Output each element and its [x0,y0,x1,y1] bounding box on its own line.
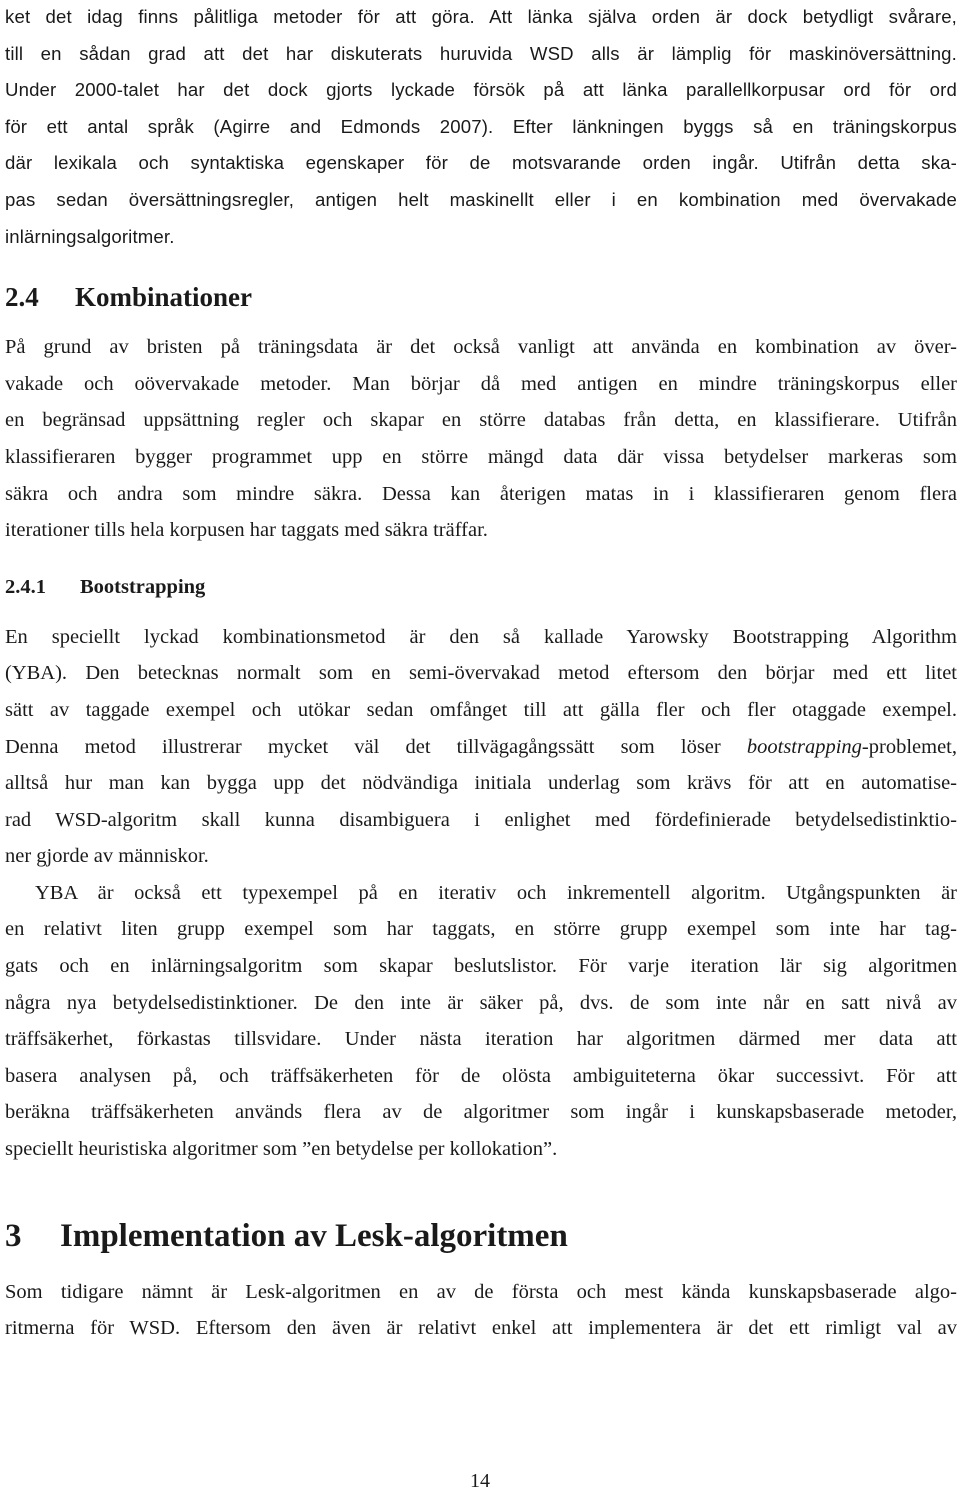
text-line: alltså hur man kan bygga upp det nödvändiga initiala underlag som krävs för att en automatise- [5,772,957,795]
text-line: vakade och oövervakade metoder. Man börjar då med antigen en mindre träningskorpus eller [5,372,957,395]
section-number: 2.4 [5,282,39,313]
text-line: basera analysen på, och träffsäkerheten för de olösta ambiguiteterna ökar successivt. För att [5,1064,957,1087]
text-line: iterationer tills hela korpusen har taggats med säkra träffar. [5,519,488,542]
text-line: En speciellt lyckad kombinationsmetod är den så kallade Yarowsky Bootstrapping Algorithm [5,625,957,648]
text-line: inlärningsalgoritmer. [5,225,175,247]
text-line: sätt av taggade exempel och utökar sedan omfånget till att gälla fler och fler otaggade exempel. [5,698,957,721]
text-line: ritmerna för WSD. Eftersom den även är relativt enkel att implementera är det ett rimligt val av [5,1317,957,1340]
italic-term: bootstrapping [746,735,862,758]
text-fragment: Denna metod illustrerar mycket väl det tillvägagångssätt som löser [5,735,747,758]
page-number: 14 [470,1470,490,1492]
text-line: till en sådan grad att det har diskuterats huruvida WSD alls är lämplig för maskinöversättning. [5,42,957,64]
intro-paragraph [5,0,957,255]
chapter-title: Implementation av Lesk-algoritmen [60,1217,568,1254]
section-heading-2-4 [5,279,957,315]
text-line: gats och en inlärningsalgoritm som skapar beslutslistor. För varje iteration lär sig algoritmen [5,955,957,978]
text-fragment: -problemet, [861,735,957,758]
text-line: Som tidigare nämnt är Lesk-algoritmen en av de första och mest kända kunskapsbaserade algo- [5,1280,957,1303]
text-line: På grund av bristen på träningsdata är det också vanligt att använda en kombination av över- [5,336,957,359]
text-line: träffsäkerhet, förkastas tillsvidare. Under nästa iteration har algoritmen därmed mer data att [5,1028,957,1051]
bootstrapping-paragraph-2 [5,875,957,1168]
subsection-number: 2.4.1 [5,575,46,598]
text-line: pas sedan översättningsregler, antigen helt maskinellt eller i en kombination med övervakade [5,188,957,210]
text-line: ner gjorde av människor. [5,845,209,868]
text-line: beräkna träffsäkerheten används flera av de algoritmer som ingår i kunskapsbaserade metoder, [5,1101,957,1124]
subsection-heading-2-4-1 [5,569,957,605]
text-line: (YBA). Den betecknas normalt som en semi-övervakad metod eftersom den börjar med ett litet [5,662,957,685]
chapter-number: 3 [5,1217,22,1254]
text-line: där lexikala och syntaktiska egenskaper för de motsvarande orden ingår. Utifrån detta ska- [5,152,957,174]
chapter-heading-3 [5,1216,957,1256]
section-2-4-paragraph [5,329,957,549]
text-line: ket det idag finns pålitliga metoder för att göra. Att länka själva orden är dock betydligt svårare, [5,6,957,27]
section-3-paragraph [5,1274,957,1347]
document-page [5,0,957,1347]
text-line: YBA är också ett typexempel på en iterativ och inkrementell algoritm. Utgångspunkten är [35,881,957,904]
section-title: Kombinationer [75,282,253,313]
text-line: en begränsad uppsättning regler och skapar en större databas från detta, en klassifierare. Utifrån [5,409,957,432]
bootstrapping-paragraph-1 [5,619,957,875]
text-line: klassifieraren bygger programmet upp en större mängd data där vissa betydelser markeras som [5,445,957,468]
text-line: en relativt liten grupp exempel som har taggats, en större grupp exempel som inte har tag- [5,918,957,941]
text-line: några nya betydelsedistinktioner. De den inte är säker på, dvs. de som inte når en satt nivå av [5,991,957,1014]
text-line: för ett antal språk (Agirre and Edmonds 2007). Efter länkningen byggs så en träningskorpus [5,115,957,137]
text-line: säkra och andra som mindre säkra. Dessa kan återigen matas in i klassifieraren genom flera [5,482,957,505]
text-line: speciellt heuristiska algoritmer som ”en betydelse per kollokation”. [5,1138,558,1161]
subsection-title: Bootstrapping [80,575,206,598]
text-line: Under 2000-talet har det dock gjorts lyckade försök på att länka parallellkorpusar ord för ord [5,79,957,101]
text-line-with-italic [5,729,957,766]
text-line: rad WSD-algoritm skall kunna disambiguera i enlighet med fördefinierade betydelsedistinktio- [5,808,957,831]
